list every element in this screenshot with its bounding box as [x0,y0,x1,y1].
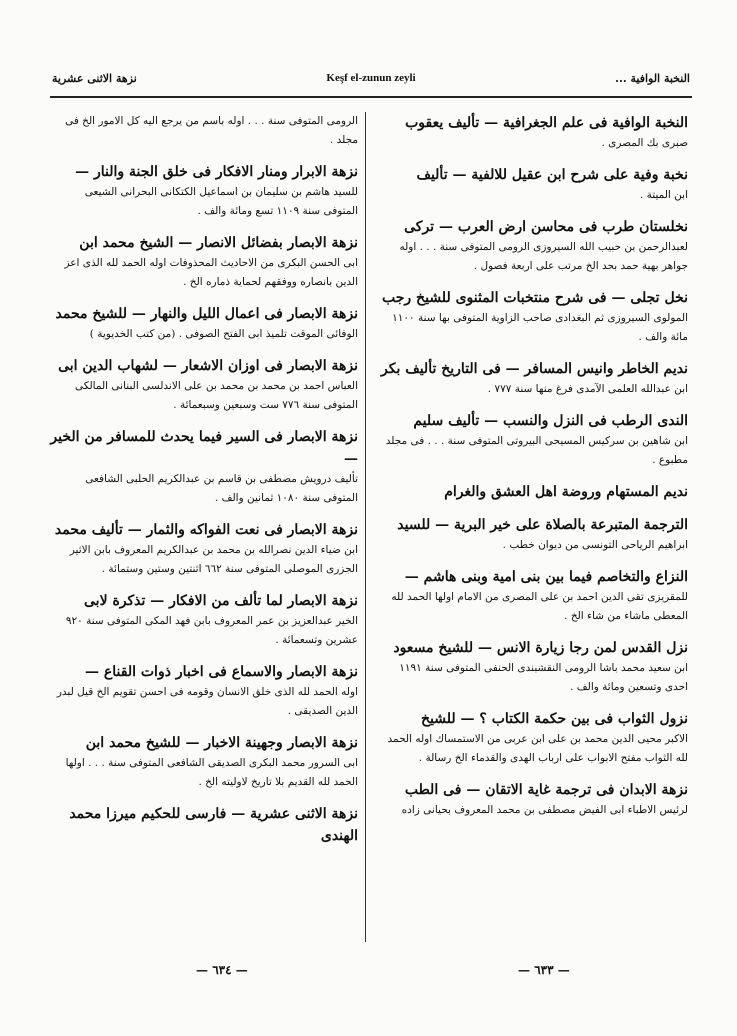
entry [48,232,358,292]
entry-body: صبرى بك المصرى . [601,137,688,149]
header-rule [50,96,692,98]
entry-body: ابن شاهين بن سركيس المسيحى البيروتى المتوفى سنة . . . فى مجلد مطبوع . [385,435,688,466]
page-header [50,72,692,92]
entry [48,519,358,579]
entry-body: للمقريزى تقى الدين احمد بن على المصرى من الامام اولها الحمد لله المعطى ماشاء من شاء الخ . [391,591,688,622]
entry-body: ابن سعيد محمد باشا الرومى النقشبندى الحنفى المتوفى سنة ١١٩١ احدى وتسعين ومائة والف . [399,662,688,693]
entry-title: نزهة الابرار ومنار الافكار فى خلق الجنة والنار — [75,164,358,180]
entry [48,590,358,650]
entry-title: نديم الخاطر وانيس المسافر — فى التاريخ تأليف بكر [380,361,688,377]
entry-body: ابن عبدالله العلمى الآمدى فرغ منها سنة ٧٧٧ . [487,383,688,395]
entry-body: لعبدالرحمن بن حبيب الله السيروزى الرومى المتوفى سنة . . . اوله جواهر بهية حمد بحد الخ مرتب على اربعة فصول . [399,241,688,272]
entry-body: تأليف درويش مصطفى بن قاسم بن عبدالكريم الحلبى الشافعى المتوفى سنة ١٠٨٠ ثمانين والف . [85,473,358,504]
entry-body: ابن الميتة . [640,189,688,201]
entry-title: النزاع والتخاصم فيما بين بنى امية وبنى هاشم — [404,569,688,585]
entry-body: للسيد هاشم بن سليمان بن اسماعيل الكتكانى البحرانى الشيعى المتوفى سنة ١١٠٩ تسع ومائة والف . [84,186,358,217]
entry [374,779,688,820]
entry-title: نزهة الابصار فى اوزان الاشعار — لشهاب الدين ابى [58,358,358,374]
entry-title: الترجمة المتبرعة بالصلاة على خير البرية — للسيد [397,517,688,533]
header-left-title: نزهة الاثنى عشرية [52,72,137,85]
entry-body: لرئيس الاطباء ابى الفيض مصطفى بن محمد المعروف بحيانى زاده [401,804,688,816]
entry [374,566,688,626]
entry-title: نزهة الابصار فى اعمال الليل والنهار — للشيخ محمد [55,306,358,322]
entry-body: الرومى المتوفى سنة . . . اوله باسم من يرجع اليه كل الامور الخ فى مجلد . [65,115,358,146]
right-column [374,112,688,947]
entry [48,426,358,508]
entry [374,481,688,503]
entry-title: النخبة الوافية فى علم الجغرافية — تأليف يعقوب [405,115,688,131]
entry [48,803,358,847]
entry [374,410,688,470]
column-divider [365,112,366,942]
left-column [48,112,358,947]
entry-body: العباس احمد بن محمد بن محمد بن على الاندلسى البنانى المالكى المتوفى سنة ٧٧٦ ست وسبعين وسبعمائة . [74,380,358,411]
entry-title: الندى الرطب فى النزل والنسب — تأليف سليم [413,413,688,429]
header-right-title: النخبة الوافية ... [615,72,690,85]
entry [374,164,688,205]
entry [48,161,358,221]
entry-title: نزهة الاثنى عشرية — فارسى للحكيم ميرزا محمد الهندى [69,806,358,844]
entry [48,732,358,792]
entry-body: اوله الحمد لله الذى خلق الانسان وقومه فى احسن تقويم الخ قيل لبدر الدين الصديقى . [56,686,358,717]
entry-title: نزهة الابصار بفضائل الانصار — الشيخ محمد ابن [79,235,358,251]
entry-title: نزهة الابدان فى ترجمة غاية الاتقان — فى الطب [404,782,688,798]
entry [374,708,688,768]
entry-body: الاكبر محيى الدين محمد بن على ابن عربى من الاستمساك اوله الحمد لله الثواب مفتح الابواب على ارباب الهدى والقدماء الخ رسالة . [387,733,688,764]
entry-body: ابراهيم الرياحى التونسى من ديوان خطب . [502,539,688,551]
entry-title: نزهة الابصار لما تألف من الافكار — تذكرة لابى [84,593,358,609]
entry-title: نزهة الابصار فى نعت الفواكه والثمار — تأليف محمد [54,522,358,538]
entry-title: نزول الثواب فى بين حكمة الكتاب ؟ — للشيخ [421,711,688,727]
entry-title: نخلستان طرب فى محاسن ارض العرب — تركى [404,219,688,235]
entry-body: ابن ضياء الدين نصرالله بن محمد بن عبدالكريم المعروف بابن الاثير الجزرى الموصلى المتوفى سنة ٦٦٢ اثنتين وستين وستمائة . [69,544,358,575]
page-number-left: — ٦٣٤ — [196,963,248,977]
entry-title: نخل تجلى — فى شرح منتخبات المثنوى للشيخ رجب [382,290,688,306]
entry [48,303,358,344]
entry [374,514,688,555]
entry-title: نزهة الابصار وجهينة الاخبار — للشيخ محمد ابن [85,735,358,751]
entry [374,637,688,697]
entry-body: الخير عبدالعزيز بن عمر المعروف بابن فهد المكى المتوفى سنة ٩٢٠ عشرين وتسعمائة . [65,615,358,646]
entry-title: نزل القدس لمن رجا زيارة الانس — للشيخ مسعود [393,640,688,656]
entry [374,287,688,347]
entry-body: ابى الحسن البكرى من الاحاديث المحذوفات اوله الحمد لله الذى اعز الدين بانصاره ووفقهم لحماية ذماره الخ . [64,257,358,288]
entry-body: المولوى السيروزى ثم البغدادى صاحب الزاوية المتوفى بها سنة ١١٠٠ مائة والف . [392,312,688,343]
entry [374,358,688,399]
entry-title: نديم المستهام وروضة اهل العشق والغرام [444,484,688,500]
entry [48,355,358,415]
entry [48,112,358,150]
entry-title: نخبة وفية على شرح ابن عقيل للالفية — تأليف [416,167,688,183]
page-number-right: — ٦٣٣ — [518,963,570,977]
entry-body: الوفائى الموقت تلميذ ابى الفتح الصوفى . (من كتب الخديوية ) [89,328,358,340]
entry [374,216,688,276]
entry-title: نزهة الابصار والاسماع فى اخبار ذوات القناع — [85,664,358,680]
entry [374,112,688,153]
entry-title: نزهة الابصار فى السير فيما يحدث للمسافر من الخير — [50,429,358,467]
entry-body: ابى السرور محمد البكرى الصديقى الشافعى المتوفى سنة . . . اولها الحمد لله القديم بلا تاريخ لاوليته الخ . [65,757,358,788]
entry [48,661,358,721]
header-center-title: Keşf el-zunun zeyli [326,72,416,84]
